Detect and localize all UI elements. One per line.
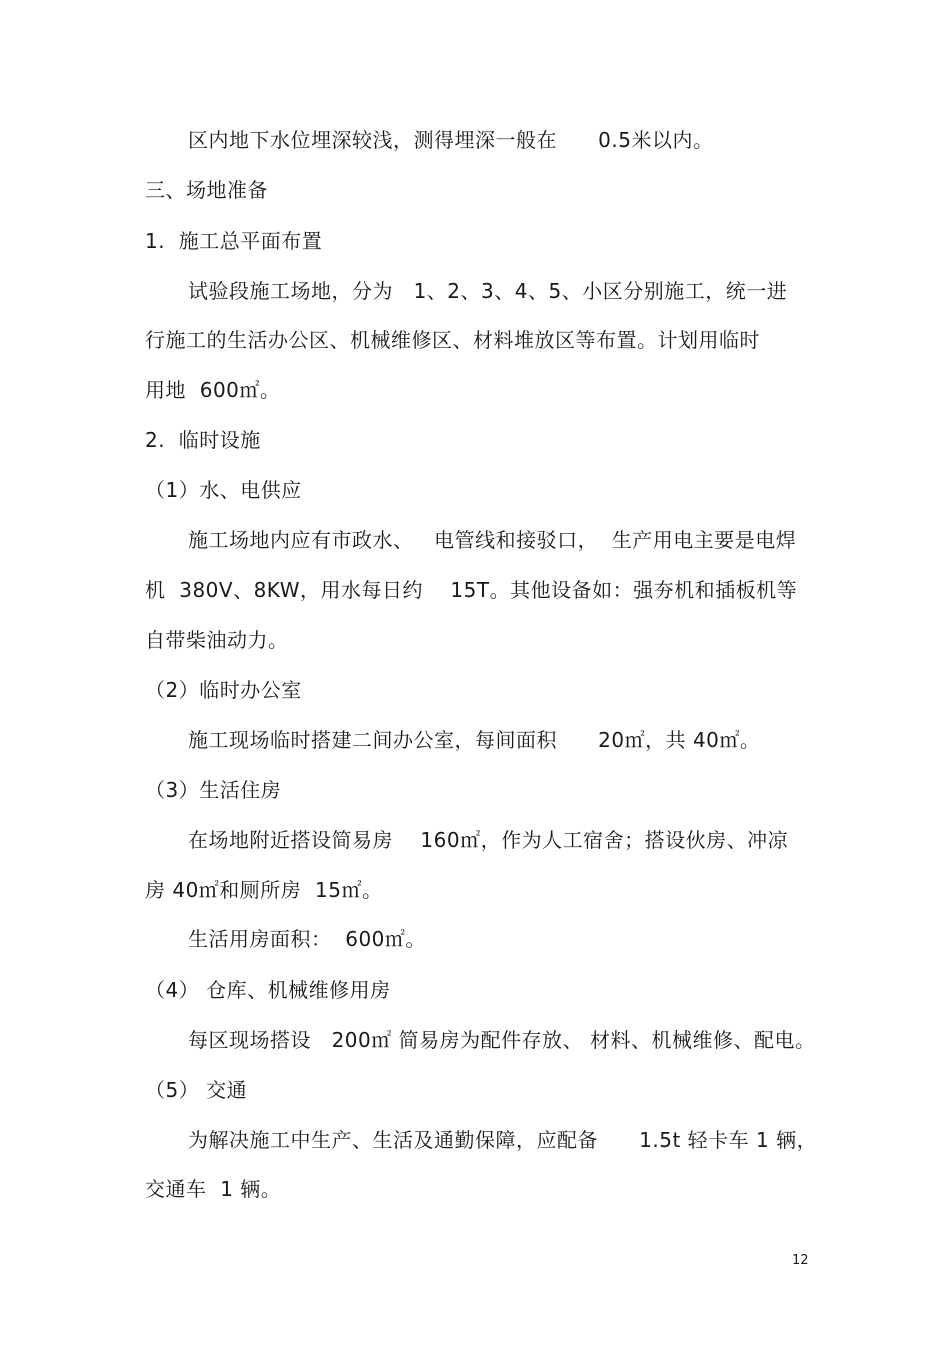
heading-general-layout: 1. 施工总平面布置	[145, 229, 323, 253]
paragraph-water-power-line-2: 机 380V、8KW，用水每日约 15T。其他设备如：强夯机和插板机等	[145, 578, 798, 602]
subheading-warehouse: （4） 仓库、机械维修用房	[145, 978, 391, 1002]
paragraph-transport-line-1: 为解决施工中生产、生活及通勤保障，应配备 1.5t 轻卡车 1 辆，	[188, 1128, 818, 1152]
paragraph-housing-area: 生活用房面积： 600㎡。	[188, 927, 426, 951]
paragraph-groundwater: 区内地下水位埋深较浅，测得埋深一般在 0.5米以内。	[188, 128, 714, 152]
heading-site-preparation: 三、场地准备	[145, 178, 268, 202]
paragraph-layout-line-3: 用地 600㎡。	[145, 378, 281, 402]
subheading-transport: （5） 交通	[145, 1078, 248, 1102]
paragraph-housing-line-2: 房 40㎡和厕所房 15㎡。	[145, 878, 383, 902]
paragraph-water-power-line-1: 施工场地内应有市政水、 电管线和接驳口， 生产用电主要是电焊	[188, 528, 797, 552]
paragraph-layout-line-2: 行施工的生活办公区、机械维修区、材料堆放区等布置。计划用临时	[145, 328, 760, 352]
paragraph-water-power-line-3: 自带柴油动力。	[145, 628, 289, 652]
subheading-housing: （3）生活住房	[145, 778, 282, 802]
page-number: 12	[792, 1253, 809, 1268]
paragraph-office: 施工现场临时搭建二间办公室，每间面积 20㎡，共 40㎡。	[188, 728, 761, 752]
subheading-water-power: （1）水、电供应	[145, 478, 302, 502]
heading-temporary-facilities: 2. 临时设施	[145, 428, 261, 452]
paragraph-warehouse: 每区现场搭设 200㎡ 简易房为配件存放、 材料、机械维修、配电。	[188, 1028, 816, 1052]
paragraph-layout-line-1: 试验段施工场地，分为 1、2、3、4、5、小区分别施工，统一进	[188, 279, 788, 303]
paragraph-transport-line-2: 交通车 1 辆。	[145, 1177, 282, 1201]
paragraph-housing-line-1: 在场地附近搭设简易房 160㎡，作为人工宿舍；搭设伙房、冲凉	[188, 828, 789, 852]
subheading-office: （2）临时办公室	[145, 678, 302, 702]
